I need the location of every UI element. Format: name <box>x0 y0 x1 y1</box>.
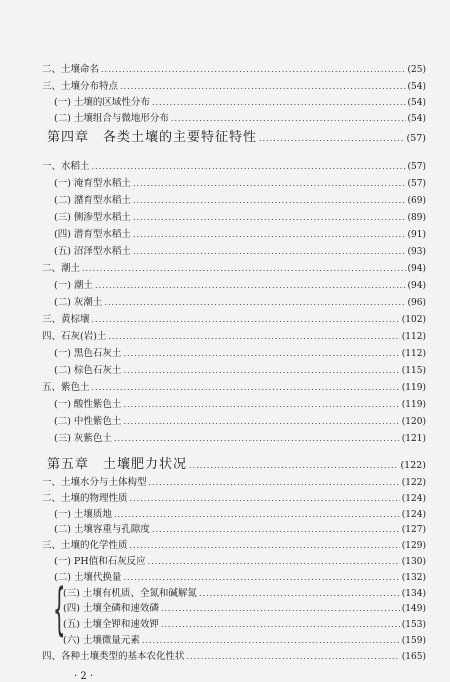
leader-dots <box>189 458 398 474</box>
toc-page-number: (119) <box>401 400 426 410</box>
toc-page-number: (122) <box>400 460 426 471</box>
toc-entry[interactable] <box>54 399 426 411</box>
toc-entry[interactable] <box>63 635 426 647</box>
toc-page-number: (102) <box>401 315 426 325</box>
toc-entry-label: 一、水稻土 <box>42 161 90 172</box>
toc-page-number: (129) <box>401 541 426 552</box>
leader-dots <box>152 524 400 536</box>
bracket-brace: { <box>53 576 66 642</box>
toc-page-number: (134) <box>401 588 426 599</box>
toc-page-number: (130) <box>401 557 426 567</box>
toc-entry-label: (一) 淹育型水稻土 <box>54 178 131 189</box>
toc-entry[interactable] <box>42 81 426 93</box>
toc-entry[interactable] <box>54 280 426 292</box>
toc-page-number: (124) <box>401 509 426 520</box>
toc-entry-label: 五、紫色土 <box>42 382 90 393</box>
toc-entry[interactable] <box>42 314 426 326</box>
toc-entry-label: (一) 黑色石灰土 <box>54 348 122 359</box>
leader-dots <box>133 195 406 207</box>
toc-page-number: (149) <box>401 604 426 615</box>
toc-entry[interactable] <box>54 572 426 584</box>
leader-dots <box>148 556 400 568</box>
toc-entry[interactable] <box>42 382 426 394</box>
leader-dots <box>133 212 406 224</box>
toc-page-number: (93) <box>407 247 426 257</box>
toc-entry[interactable] <box>42 477 426 489</box>
toc-entry-label: (二) 土壤组合与微地形分布 <box>54 113 169 124</box>
leader-dots <box>123 348 399 360</box>
toc-entry[interactable] <box>42 64 426 76</box>
toc-page-number: (112) <box>401 349 426 359</box>
toc-entry-label: 四、石灰(岩)土 <box>42 331 107 342</box>
toc-entry-label: (三) 灰紫色土 <box>54 433 112 444</box>
toc-entry[interactable] <box>42 493 426 505</box>
leader-dots <box>149 477 400 489</box>
toc-page-number: (120) <box>401 417 426 427</box>
leader-dots <box>104 297 405 309</box>
toc-page-number: (119) <box>401 383 426 393</box>
leader-dots <box>114 509 400 521</box>
toc-entry-label: 一、土壤水分与土体构型 <box>42 477 147 488</box>
toc-chapter-label: 第四章 各类土壤的主要特征特性 <box>47 130 258 145</box>
toc-entry-label: (一) 酸性紫色土 <box>54 399 122 410</box>
toc-page-number: (94) <box>407 264 426 274</box>
toc-entry[interactable] <box>54 97 426 109</box>
leader-dots <box>130 540 400 552</box>
leader-dots <box>133 246 406 258</box>
toc-entry[interactable] <box>54 365 426 377</box>
toc-entry[interactable] <box>42 263 426 275</box>
toc-page-number: (94) <box>407 281 426 291</box>
toc-entry-label: 三、黄棕壤 <box>42 314 90 325</box>
toc-entry[interactable] <box>54 416 426 428</box>
toc-entry[interactable] <box>42 540 426 552</box>
toc-page-number: (54) <box>407 114 426 124</box>
toc-entry[interactable] <box>42 331 426 343</box>
toc-entry[interactable] <box>54 229 426 241</box>
toc-page-number: (54) <box>407 98 426 108</box>
toc-page-number: (54) <box>407 82 426 92</box>
toc-page-number: (153) <box>401 620 426 631</box>
toc-entry-label: (三) 侧渗型水稻土 <box>54 212 131 223</box>
toc-entry[interactable] <box>54 433 426 445</box>
leader-dots <box>82 263 406 275</box>
toc-entry[interactable] <box>63 619 426 631</box>
leader-dots <box>142 635 400 647</box>
toc-page-number: (69) <box>407 196 426 206</box>
leader-dots <box>120 81 406 93</box>
toc-entry-label: (五) 沼泽型水稻土 <box>54 246 131 257</box>
toc-entry-label: (二) 潴育型水稻土 <box>54 195 131 206</box>
toc-page-number: (124) <box>401 493 426 504</box>
leader-dots <box>161 603 400 615</box>
leader-dots <box>130 493 400 505</box>
toc-page-number: (57) <box>407 162 426 172</box>
toc-entry[interactable] <box>54 524 426 536</box>
toc-entry-label: 二、潮土 <box>42 263 81 274</box>
toc-entry-label: (二) 土壤代换量 <box>54 571 122 583</box>
toc-entry-label: (一) 潮土 <box>54 280 93 291</box>
toc-entry[interactable] <box>54 556 426 568</box>
leader-dots <box>108 331 399 343</box>
toc-entry[interactable] <box>54 178 426 190</box>
leader-dots <box>199 588 400 600</box>
leader-dots <box>92 382 400 394</box>
leader-dots <box>114 433 400 445</box>
toc-entry[interactable] <box>63 588 426 600</box>
leader-dots <box>95 280 406 292</box>
toc-page-number: (127) <box>401 525 426 536</box>
toc-page-number: (96) <box>407 298 426 308</box>
toc-chapter-label: 第五章 土壤肥力状况 <box>47 457 188 472</box>
toc-page-number: (57) <box>406 133 426 144</box>
toc-page-number: (57) <box>407 179 426 189</box>
toc-entry-label: 二、土壤的物理性质 <box>42 492 128 504</box>
toc-entry[interactable] <box>42 161 426 173</box>
toc-entry[interactable] <box>54 212 426 224</box>
toc-entry-label: (一) 土壤质地 <box>54 508 112 520</box>
toc-page-number: (122) <box>401 478 426 488</box>
leader-dots <box>133 229 406 241</box>
toc-entry-label: (一) PH值和石灰反应 <box>54 556 146 567</box>
leader-dots <box>123 416 399 428</box>
toc-entry-label: (二) 中性紫色土 <box>54 416 122 427</box>
toc-page-number: (25) <box>407 65 426 75</box>
toc-entry[interactable] <box>63 603 426 615</box>
toc-entry-label: (四) 潜育型水稻土 <box>54 229 131 240</box>
toc-page-number: (112) <box>401 332 426 342</box>
leader-dots <box>161 619 400 631</box>
toc-chapter-heading[interactable] <box>47 457 426 474</box>
toc-entry-label: 三、土壤分布特点 <box>42 81 119 92</box>
leader-dots <box>259 131 404 147</box>
toc-entry-label: 三、土壤的化学性质 <box>42 540 128 552</box>
toc-page-number: (121) <box>401 434 426 444</box>
leader-dots <box>171 113 406 125</box>
toc-entry[interactable] <box>54 195 426 207</box>
toc-entry-label: (二) 棕色石灰土 <box>54 365 122 376</box>
toc-page-number: (159) <box>401 636 426 646</box>
leader-dots <box>123 399 399 411</box>
toc-page-number: (132) <box>401 572 426 583</box>
toc-entry-label: (二) 灰潮土 <box>54 297 103 308</box>
toc-entry[interactable] <box>54 246 426 258</box>
leader-dots <box>92 161 406 173</box>
toc-entry-label: (五) 土壤全钾和速效钾 <box>63 619 159 631</box>
leader-dots <box>133 178 406 190</box>
toc-entry-label: (四) 土壤全磷和速效磷 <box>63 603 159 615</box>
toc-entry[interactable] <box>54 297 426 309</box>
toc-page-number: (91) <box>407 230 426 240</box>
toc-entry[interactable] <box>54 509 426 521</box>
toc-entry-label: 二、土壤命名 <box>42 64 100 75</box>
toc-entry-label: (三) 土壤有机质、全氮和碱解氮 <box>63 587 197 599</box>
toc-entry-label: (一) 土壤的区域性分布 <box>54 97 150 108</box>
toc-entry-label: 四、各种土壤类型的基本农化性状 <box>42 650 185 662</box>
toc-page-number: (165) <box>401 651 426 662</box>
leader-dots <box>123 365 399 377</box>
toc-page-number: (115) <box>401 366 426 376</box>
leader-dots <box>152 97 406 109</box>
toc-entry-label: (二) 土壤容重与孔隙度 <box>54 524 150 536</box>
leader-dots <box>123 572 399 584</box>
toc-entry[interactable] <box>54 348 426 360</box>
toc-page-number: (89) <box>407 213 426 223</box>
page-number-footer: · 2 · <box>74 670 94 682</box>
toc-chapter-heading[interactable] <box>47 130 426 147</box>
toc-entry[interactable] <box>54 113 426 125</box>
leader-dots <box>101 64 406 76</box>
leader-dots <box>92 314 400 326</box>
toc-entry-label: (六) 土壤微量元素 <box>63 635 140 646</box>
